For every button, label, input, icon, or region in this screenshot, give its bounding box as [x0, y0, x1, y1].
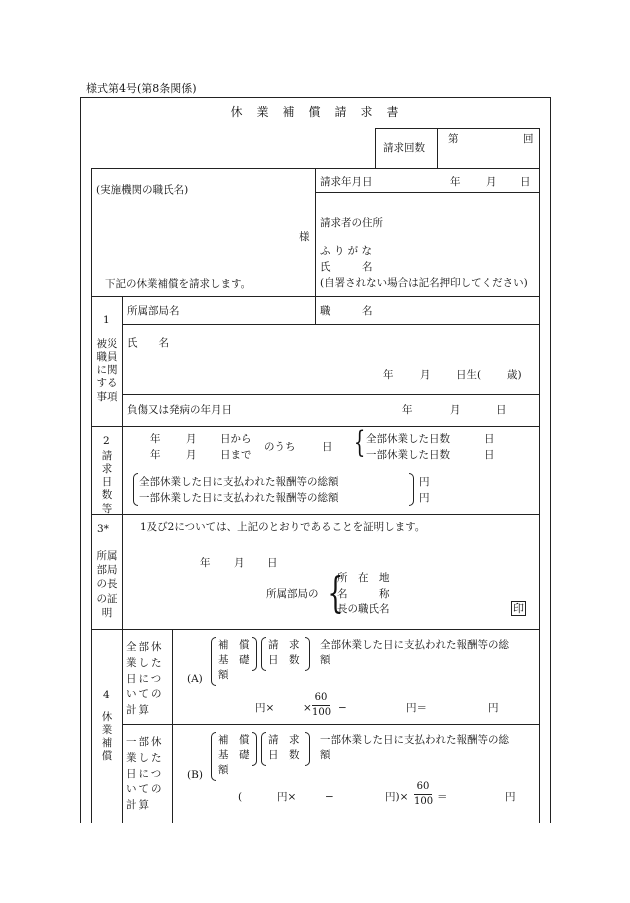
full-calc-minus: −: [338, 702, 347, 714]
section4-number: 4: [103, 689, 110, 701]
claim-count-kai: 回: [523, 133, 534, 145]
seal-note: (自署されない場合は記名押印してください): [320, 277, 528, 289]
full-days-paren-right-icon: [305, 637, 310, 671]
injury-day: 日: [496, 404, 507, 416]
claim-date-label: 請求年月日: [320, 176, 373, 188]
full-base-2: 基 礎: [218, 654, 250, 666]
partial-claim-days-1: 請 求: [268, 734, 300, 746]
section2-number: 2: [103, 435, 110, 447]
partial-calc-minus: −: [325, 791, 334, 803]
full-days-label: 全部休業した日数: [366, 433, 450, 445]
birth-age: 歳): [507, 369, 522, 381]
partial-fraction: [414, 782, 432, 807]
address-label: 請求者の住所: [320, 217, 383, 229]
partial-calc-eq: ＝: [437, 791, 448, 803]
full-days-unit: 日: [484, 433, 495, 445]
partial-claim-days-2: 日 数: [268, 749, 300, 761]
full-claim-days-2: 日 数: [268, 654, 300, 666]
injury-month: 月: [450, 404, 461, 416]
full-base-3: 額: [218, 669, 229, 681]
partial-pay-yen: 円: [419, 492, 430, 504]
days-label: 日: [322, 441, 333, 453]
full-calc-label: 全部休業した日についての計算: [126, 641, 164, 716]
cert-head: 長の職氏名: [337, 603, 390, 615]
partial-days-unit: 日: [484, 449, 495, 461]
institution-label: (実施機関の職氏名): [96, 184, 189, 196]
partial-days-paren-left-icon: [261, 732, 266, 766]
partial-days-label: 一部休業した日数: [366, 449, 450, 461]
partial-calc-open: (: [238, 791, 243, 803]
full-base-1: 補 償: [218, 639, 250, 651]
claim-date-month: 月: [486, 176, 497, 188]
full-calc-eq: 円＝: [406, 702, 427, 714]
partial-days-paren-right-icon: [305, 732, 310, 766]
injury-year: 年: [402, 404, 413, 416]
paren-left-icon: [133, 473, 138, 506]
birth-month: 月: [420, 369, 431, 381]
victim-name-label: 氏 名: [127, 337, 169, 349]
partial-calc-letter: (B): [187, 769, 203, 781]
section1-number: 1: [103, 314, 110, 326]
claim-count-dai: 第: [448, 133, 459, 145]
partial-pay-label: 一部休業した日に支払われた報酬等の総額: [139, 492, 339, 504]
full-calc-times: ×: [303, 702, 312, 714]
full-paren-left-icon: [211, 637, 216, 686]
partial-calc-label: 一部休業した日についての計算: [126, 736, 164, 811]
section3-number: 3*: [97, 523, 109, 535]
department-label: 所属部局名: [127, 305, 180, 317]
partial-base-3: 額: [218, 764, 229, 776]
from-month: 月: [186, 433, 197, 445]
partial-paren-left-icon: [211, 732, 216, 781]
to-day: 日まで: [220, 449, 252, 461]
birth-year: 年: [383, 369, 394, 381]
partial-desc-1: 一部休業した日に支払われた報酬等の総: [320, 734, 509, 746]
brace-left-icon: {: [353, 425, 366, 460]
full-frac-den: 100: [312, 707, 332, 718]
to-month: 月: [186, 449, 197, 461]
full-calc-yen1: 円×: [255, 702, 275, 714]
cert-year: 年: [200, 557, 211, 569]
full-paren-right-icon: [252, 637, 257, 671]
certification-statement: 1及び2については、上記のとおりであることを証明します。: [140, 521, 426, 533]
nouchi-label: のうち: [264, 441, 296, 453]
partial-paren-right-icon: [252, 732, 257, 766]
claimant-name-label: 氏 名: [320, 261, 373, 273]
section4-title: 休業補償: [101, 711, 113, 763]
full-claim-days-1: 請 求: [268, 639, 300, 651]
injury-date-label: 負傷又は発病の年月日: [127, 404, 232, 416]
full-pay-yen: 円: [419, 476, 430, 488]
section3-title: 所属部局の長の証明: [96, 550, 118, 619]
full-calc-yen2: 円: [488, 702, 499, 714]
request-text: 下記の休業補償を請求します。: [105, 278, 252, 290]
partial-base-1: 補 償: [218, 734, 250, 746]
claim-count-label: 請求回数: [383, 142, 425, 154]
partial-calc-yen1: 円×: [277, 791, 297, 803]
full-calc-letter: (A): [187, 673, 203, 685]
claim-date-year: 年: [450, 176, 461, 188]
cert-day: 日: [267, 557, 278, 569]
partial-frac-den: 100: [414, 796, 434, 807]
cert-location: 所 在 地: [337, 572, 390, 584]
partial-base-2: 基 礎: [218, 749, 250, 761]
from-day: 日から: [220, 433, 252, 445]
position-label: 職 名: [320, 305, 373, 317]
partial-calc-close: 円)×: [385, 791, 409, 803]
full-pay-label: 全部休業した日に支払われた報酬等の総額: [139, 476, 339, 488]
claim-date-day: 日: [520, 176, 531, 188]
full-frac-num: 60: [314, 692, 328, 703]
to-year: 年: [150, 449, 161, 461]
full-fraction: [312, 693, 330, 718]
full-days-paren-left-icon: [261, 637, 266, 671]
cert-name: 名 称: [337, 588, 390, 600]
partial-desc-2: 額: [320, 749, 331, 761]
paren-right-icon: [409, 473, 414, 506]
furigana-label: ふ り が な: [320, 245, 373, 257]
birth-day: 日生(: [456, 369, 482, 381]
cert-month: 月: [234, 557, 245, 569]
from-year: 年: [150, 433, 161, 445]
partial-calc-yen2: 円: [505, 791, 516, 803]
cert-brace-icon: {: [327, 568, 344, 617]
partial-frac-num: 60: [416, 781, 430, 792]
form-number: 様式第4号(第8条関係): [86, 82, 197, 95]
section1-title: 被災職員に関する事項: [96, 338, 118, 403]
full-desc-1: 全部休業した日に支払われた報酬等の総: [320, 639, 509, 651]
sama-label: 様: [299, 231, 310, 243]
seal-box: 印: [513, 602, 524, 615]
cert-dept-label: 所属部局の: [266, 588, 319, 600]
form-title: 休 業 補 償 請 求 書: [230, 105, 400, 119]
section2-title: 請求日数等: [101, 450, 113, 515]
full-desc-2: 額: [320, 654, 331, 666]
